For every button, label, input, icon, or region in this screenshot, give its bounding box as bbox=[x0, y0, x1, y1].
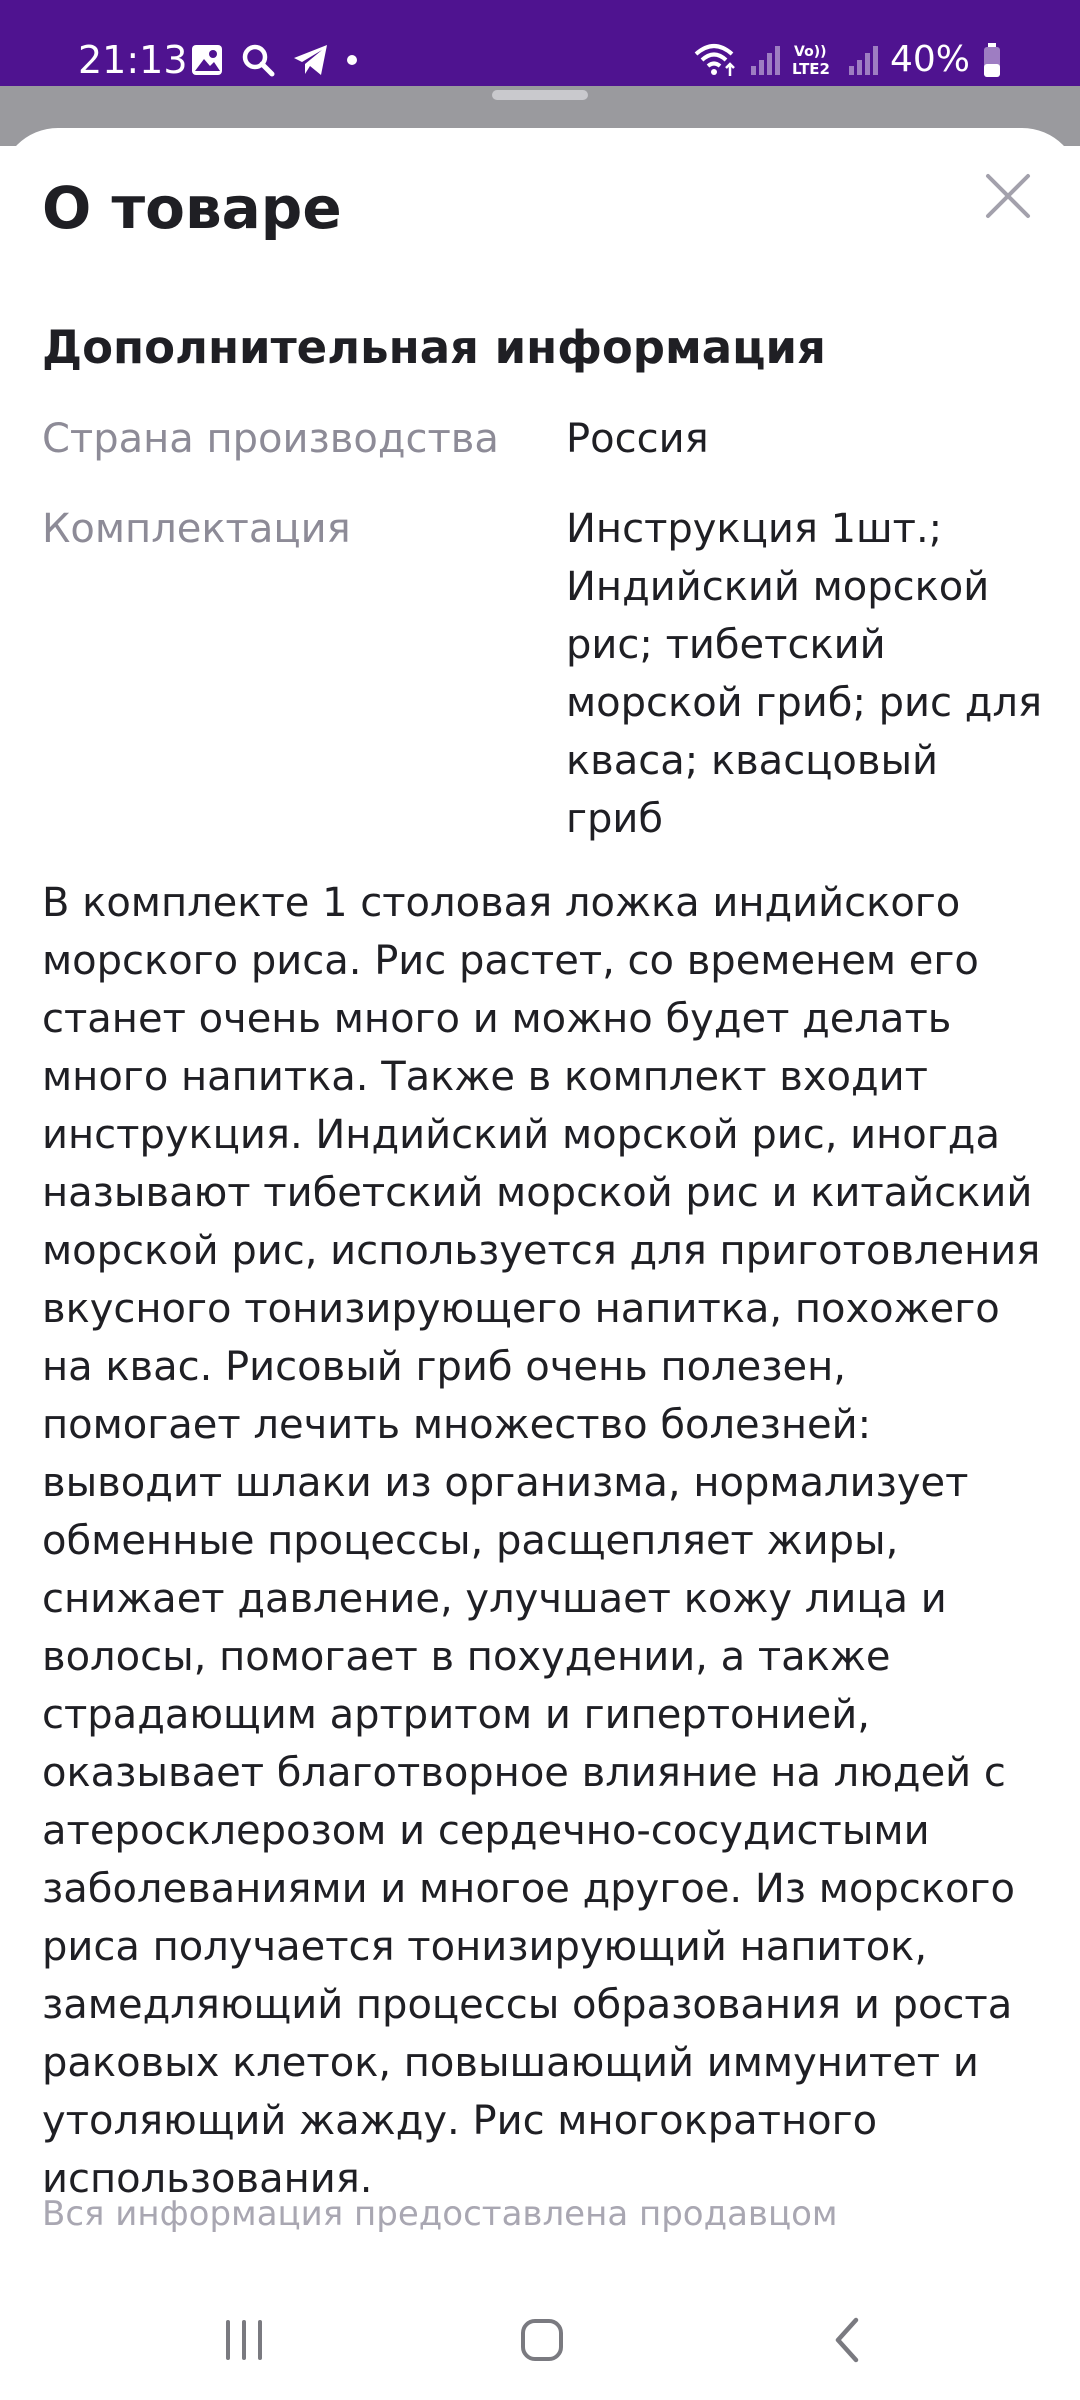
battery-percent: 40% bbox=[889, 39, 970, 80]
attr-value-kit: Инструкция 1шт.; Индийский морской рис; тибетский морской гриб; рис для кваса; квасцовый гриб bbox=[566, 506, 1043, 842]
attr-label-kit: Комплектация bbox=[42, 506, 351, 552]
home-icon[interactable] bbox=[512, 2310, 572, 2370]
status-right-icons bbox=[694, 38, 1002, 82]
recent-apps-icon[interactable] bbox=[214, 2310, 274, 2370]
status-left-icons bbox=[190, 40, 358, 80]
battery-icon bbox=[982, 42, 1002, 78]
notification-dot-icon bbox=[346, 54, 358, 66]
seller-note: Вся информация предоставлена продавцом bbox=[42, 2194, 838, 2234]
product-description: В комплекте 1 столовая ложка индийского морского риса. Рис растет, со временем его станет очень много и можно будет делать много напитка. Также в комплект входит инструкция. Индийский морской рис, иногда называют тибетский морской рис и китайский морской рис, используется для приготовления вкусного тонизирующего напитка, похожего на квас. Рисовый гриб очень полезен, помогает лечить множество болезней: выводит шлаки из организма, нормализует обменные процессы, расщепляет жиры, снижает давление, улучшает кожу лица и волосы, помогает в похудении, а также страдающим артритом и гипертонией, оказывает благотворное влияние на людей с атеросклерозом и сердечно-сосудистыми заболеваниями и многое другое. Из морского риса получается тонизирующий напиток, замедляющий процессы образования и роста раковых клеток, повышающий иммунитет и утоляющий жажду. Рис многократного использования. bbox=[42, 880, 1041, 2202]
wifi-icon bbox=[694, 42, 738, 78]
sheet-drag-handle[interactable] bbox=[492, 90, 588, 100]
status-time: 21:13 bbox=[78, 38, 188, 82]
sheet-title: О товаре bbox=[42, 174, 342, 242]
back-icon[interactable] bbox=[818, 2310, 878, 2370]
signal-icon-2 bbox=[848, 44, 878, 76]
gallery-icon bbox=[190, 43, 224, 77]
svg-text:LTE2: LTE2 bbox=[791, 60, 830, 78]
attr-value-country: Россия bbox=[566, 416, 709, 462]
additional-info-heading: Дополнительная информация bbox=[42, 321, 826, 374]
svg-text:Vo)): Vo)) bbox=[793, 44, 827, 60]
status-bar bbox=[0, 0, 1080, 86]
search-icon bbox=[240, 42, 276, 78]
system-nav-bar bbox=[0, 2280, 1080, 2400]
close-icon[interactable] bbox=[980, 168, 1036, 224]
signal-icon bbox=[750, 44, 780, 76]
volte-lte2-icon bbox=[792, 42, 836, 78]
attr-label-country: Страна производства bbox=[42, 416, 499, 462]
telegram-icon bbox=[292, 43, 330, 77]
